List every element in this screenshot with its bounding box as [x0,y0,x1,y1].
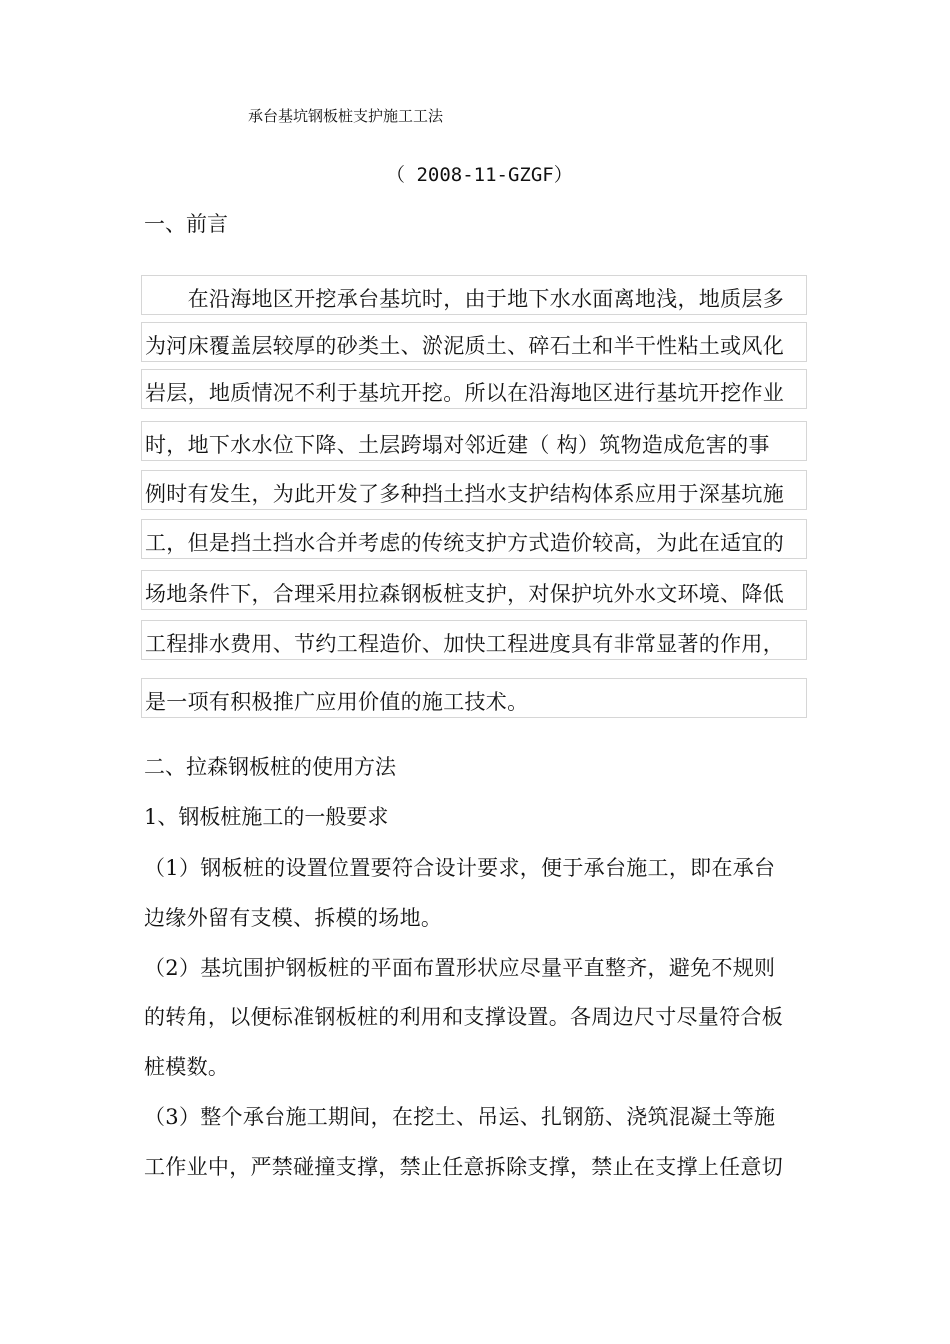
subsection-heading: 1、钢板桩施工的一般要求 [144,805,389,829]
preface-line: 为河床覆盖层较厚的砂类土、淤泥质土、碎石土和半干性粘土或风化 [145,334,784,358]
preface-line-box [141,519,807,559]
preface-line-box [141,678,807,718]
section-heading-usage: 二、拉森钢板桩的使用方法 [144,755,396,779]
body-line: （1）钢板桩的设置位置要符合设计要求，便于承台施工，即在承台 [144,856,776,880]
preface-line: 例时有发生，为此开发了多种挡土挡水支护结构体系应用于深基坑施 [145,482,784,506]
preface-line: 岩层，地质情况不利于基坑开挖。所以在沿海地区进行基坑开挖作业 [145,381,784,405]
body-line: （3）整个承台施工期间，在挖土、吊运、扎钢筋、浇筑混凝土等施 [144,1105,776,1129]
preface-line: 时，地下水水位下降、土层跨塌对邻近建（ 构）筑物造成危害的事 [145,433,770,457]
document-code: （ 2008-11-GZGF） [386,164,573,186]
preface-line: 工，但是挡土挡水合并考虑的传统支护方式造价较高，为此在适宜的 [145,531,784,555]
preface-line-box [141,369,807,409]
body-line: 边缘外留有支模、拆模的场地。 [144,906,443,930]
preface-line: 是一项有积极推广应用价值的施工技术。 [145,690,529,714]
section-heading-preface: 一、前言 [144,212,228,236]
body-line: 工作业中，严禁碰撞支撑，禁止任意拆除支撑，禁止在支撑上任意切 [144,1155,783,1179]
preface-line: 在沿海地区开挖承台基坑时，由于地下水水面离地浅，地质层多 [145,287,784,311]
preface-line-box [141,620,807,660]
body-line: （2）基坑围护钢板桩的平面布置形状应尽量平直整齐，避免不规则 [144,956,776,980]
preface-line-box [141,570,807,610]
body-line: 的转角，以便标准钢板桩的利用和支撑设置。各周边尺寸尽量符合板 [144,1005,783,1029]
preface-line: 工程排水费用、节约工程造价、加快工程进度具有非常显著的作用， [145,632,784,656]
preface-line-box [141,421,807,461]
preface-line-box [141,275,807,315]
preface-line-box [141,470,807,510]
body-line: 桩模数。 [144,1055,230,1079]
preface-line: 场地条件下，合理采用拉森钢板桩支护，对保护坑外水文环境、降低 [145,582,784,606]
preface-line-box [141,322,807,362]
document-title: 承台基坑钢板桩支护施工工法 [248,107,444,125]
